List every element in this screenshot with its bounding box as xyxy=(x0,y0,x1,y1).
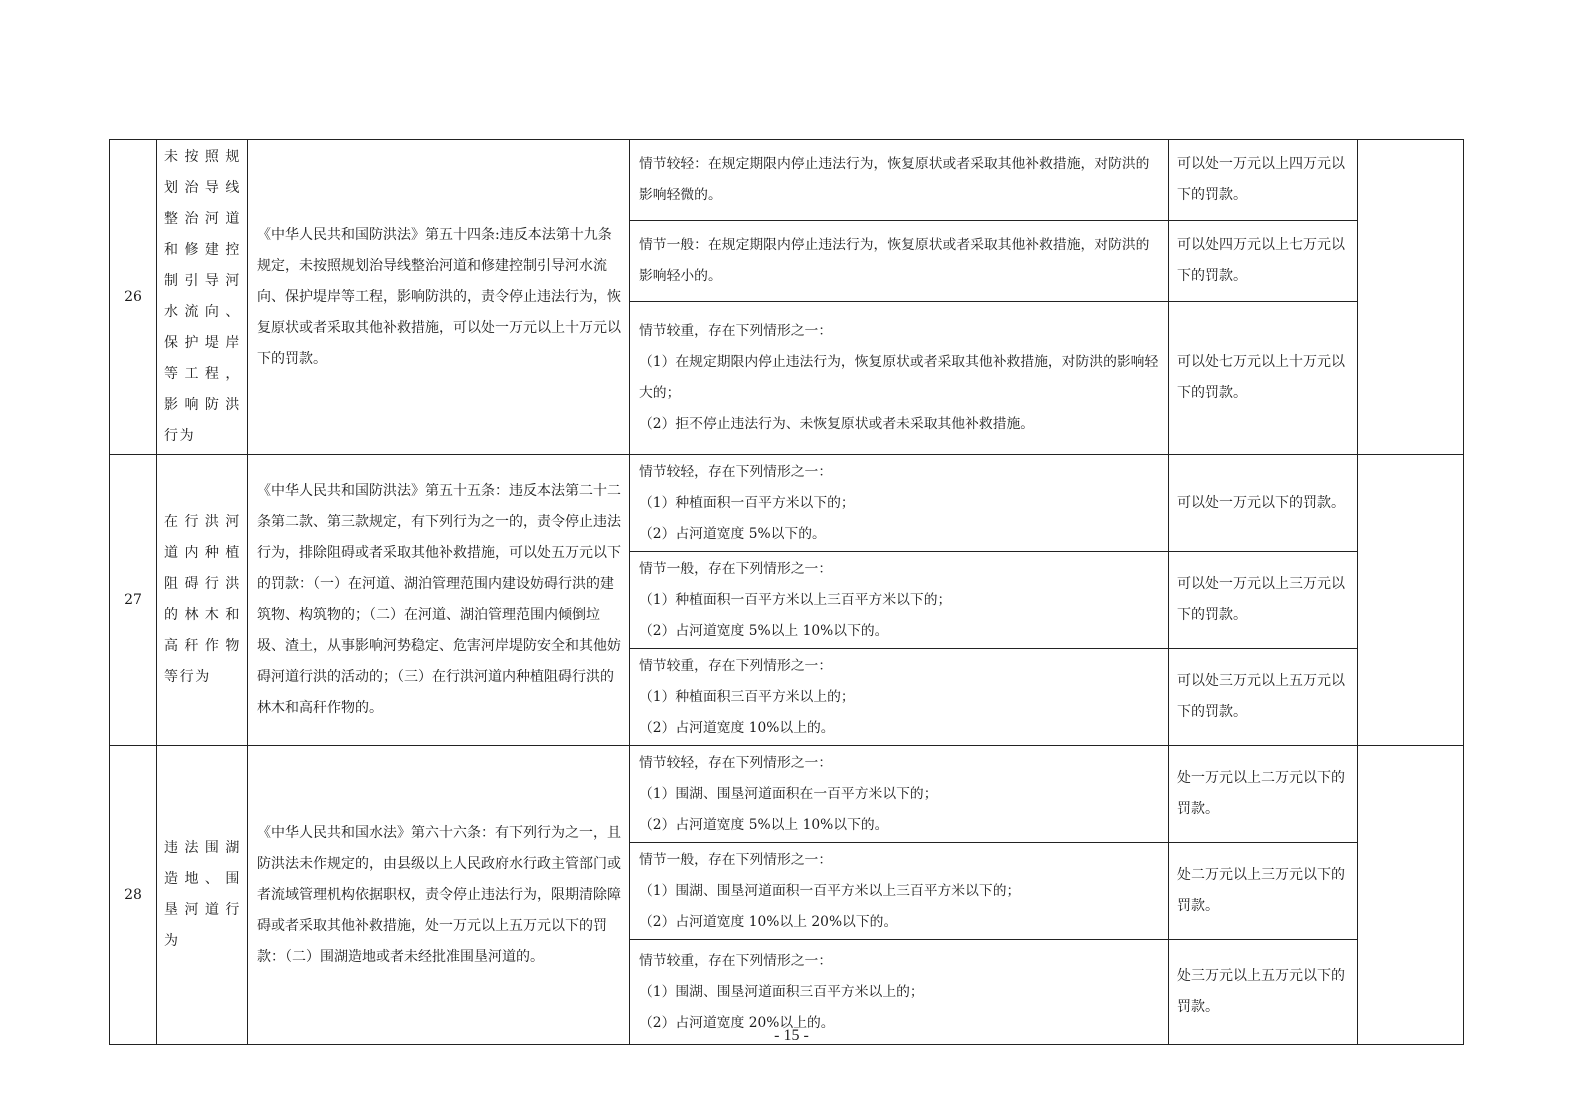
circumstance-cell: 情节较轻，存在下列情形之一： （1）种植面积一百平方米以下的； （2）占河道宽度 5%以下的。 xyxy=(630,455,1169,552)
penalty-standards-table xyxy=(109,139,1464,1045)
legal-basis: 《中华人民共和国水法》第六十六条：有下列行为之一，且防洪法未作规定的，由县级以上人民政府水行政主管部门或者流域管理机构依据职权，责令停止违法行为，限期清除障碍或者采取其他补救措施，处一万元以上五万元以下的罚款：（二）围湖造地或者未经批准围垦河道的。 xyxy=(248,746,630,1045)
penalty-cell: 可以处一万元以上三万元以下的罚款。 xyxy=(1169,552,1358,649)
penalty-cell: 可以处七万元以上十万元以下的罚款。 xyxy=(1169,301,1358,454)
page-number: - 15 - xyxy=(774,1027,809,1044)
item-number: 28 xyxy=(110,746,157,1045)
circumstance-cell: 情节一般：在规定期限内停止违法行为，恢复原状或者采取其他补救措施，对防洪的影响轻小的。 xyxy=(630,220,1169,301)
circumstance-cell: 情节一般，存在下列情形之一： （1）种植面积一百平方米以上三百平方米以下的； （2）占河道宽度 5%以上 10%以下的。 xyxy=(630,552,1169,649)
violation-description: 违法围湖造地、围垦河道行为 xyxy=(157,746,248,1045)
table-row xyxy=(110,455,1464,552)
penalty-cell: 处二万元以上三万元以下的罚款。 xyxy=(1169,843,1358,940)
penalty-cell: 处一万元以上二万元以下的罚款。 xyxy=(1169,746,1358,843)
circumstance-cell: 情节较轻，存在下列情形之一： （1）围湖、围垦河道面积在一百平方米以下的； （2）占河道宽度 5%以上 10%以下的。 xyxy=(630,746,1169,843)
penalty-cell: 可以处三万元以上五万元以下的罚款。 xyxy=(1169,649,1358,746)
item-number: 27 xyxy=(110,455,157,746)
legal-basis: 《中华人民共和国防洪法》第五十五条：违反本法第二十二条第二款、第三款规定，有下列行为之一的，责令停止违法行为，排除阻碍或者采取其他补救措施，可以处五万元以下的罚款：（一）在河道、湖泊管理范围内建设妨碍行洪的建筑物、构筑物的；（二）在河道、湖泊管理范围内倾倒垃圾、渣土，从事影响河势稳定、危害河岸堤防安全和其他妨碍河道行洪的活动的；（三）在行洪河道内种植阻碍行洪的林木和高秆作物的。 xyxy=(248,455,630,746)
remarks-cell xyxy=(1358,455,1464,746)
remarks-cell xyxy=(1358,746,1464,1045)
legal-basis: 《中华人民共和国防洪法》第五十四条:违反本法第十九条规定，未按照规划治导线整治河道和修建控制引导河水流向、保护堤岸等工程，影响防洪的，责令停止违法行为，恢复原状或者采取其他补救措施，可以处一万元以上十万元以下的罚款。 xyxy=(248,140,630,455)
remarks-cell xyxy=(1358,140,1464,455)
violation-description: 在行洪河道内种植阻碍行洪的林木和高秆作物等行为 xyxy=(157,455,248,746)
penalty-cell: 可以处一万元以上四万元以下的罚款。 xyxy=(1169,140,1358,221)
table-row xyxy=(110,746,1464,843)
circumstance-cell: 情节较重，存在下列情形之一： （1）围湖、围垦河道面积三百平方米以上的； （2）占河道宽度 20%以上的。 xyxy=(630,940,1169,1045)
penalty-cell: 可以处一万元以下的罚款。 xyxy=(1169,455,1358,552)
circumstance-cell: 情节较重，存在下列情形之一： （1）在规定期限内停止违法行为，恢复原状或者采取其他补救措施，对防洪的影响轻大的； （2）拒不停止违法行为、未恢复原状或者未采取其他补救措施。 xyxy=(630,301,1169,454)
circumstance-cell: 情节一般，存在下列情形之一： （1）围湖、围垦河道面积一百平方米以上三百平方米以下的； （2）占河道宽度 10%以上 20%以下的。 xyxy=(630,843,1169,940)
penalty-cell: 可以处四万元以上七万元以下的罚款。 xyxy=(1169,220,1358,301)
violation-description: 未按照规划治导线整治河道和修建控制引导河水流向、保护堤岸等工程，影响防洪行为 xyxy=(157,140,248,455)
circumstance-cell: 情节较轻：在规定期限内停止违法行为，恢复原状或者采取其他补救措施，对防洪的影响轻微的。 xyxy=(630,140,1169,221)
table-row xyxy=(110,140,1464,221)
penalty-cell: 处三万元以上五万元以下的罚款。 xyxy=(1169,940,1358,1045)
circumstance-cell: 情节较重，存在下列情形之一： （1）种植面积三百平方米以上的； （2）占河道宽度 10%以上的。 xyxy=(630,649,1169,746)
item-number: 26 xyxy=(110,140,157,455)
